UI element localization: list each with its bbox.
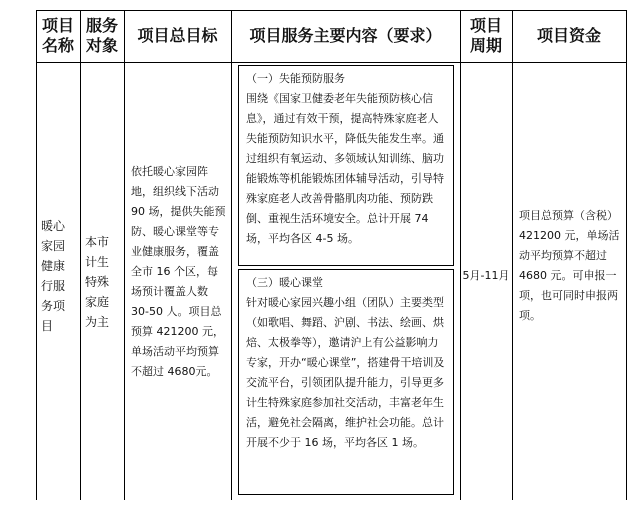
cell-project-funds: 项目总预算（含税）421200 元，单场活动平均预算不超过 4680 元。可申报一项，也可同时申报两项。 (519, 209, 620, 322)
content-section-title: （三）暖心课堂 (246, 276, 323, 289)
header-service-content: 项目服务主要内容（要求） (249, 26, 442, 45)
cell-service-target: 本市计生特殊家庭为主 (85, 235, 110, 329)
cell-project-goal: 依托暖心家园阵地，组织线下活动 90 场，提供失能预防、暖心课堂等专业健康服务，覆盖全市 16 个区，每场预计覆盖人数 30-50 人。项目总预算 421200 元，单场活动平均预算不超过 4680元。 (131, 165, 226, 378)
content-box-disability-prevention (238, 65, 454, 266)
header-project-goal: 项目总目标 (137, 26, 218, 45)
header-project-name: 项目名称 (41, 16, 74, 55)
content-box-warm-classroom (238, 269, 454, 495)
header-project-period: 项目周期 (469, 16, 502, 55)
cell-project-period: 5月-11月 (462, 269, 510, 282)
header-project-funds: 项目资金 (536, 26, 601, 45)
content-section-text: 针对暖心家园兴趣小组（团队）主要类型（如歌唱、舞蹈、沪剧、书法、绘画、烘焙、太极拳等），邀请沪上有公益影响力专家，开办“暖心课堂”，搭建骨干培训及交流平台，引领团队提升能力，引导更多计生特殊家庭参加社交活动，丰富老年生活，避免社会隔离，维护社会功能。总计开展不少于 16 场，平均各区 1 场。 (246, 296, 445, 449)
content-section-text: 围绕《国家卫健委老年失能预防核心信息》，通过有效干预，提高特殊家庭老人失能预防知识水平，降低失能发生率。通过组织有氧运动、多领域认知训练、脑功能锻炼等机能锻炼团体辅导活动，引导特殊家庭老人改善骨骼肌肉功能、预防跌倒、重视生活环境安全。总计开展 74 场，平均各区 4-5 场。 (246, 92, 444, 245)
content-section-title: （一）失能预防服务 (246, 72, 345, 85)
cell-project-name: 暖心家园健康行服务项目 (41, 219, 66, 333)
header-service-target: 服务对象 (85, 16, 118, 55)
